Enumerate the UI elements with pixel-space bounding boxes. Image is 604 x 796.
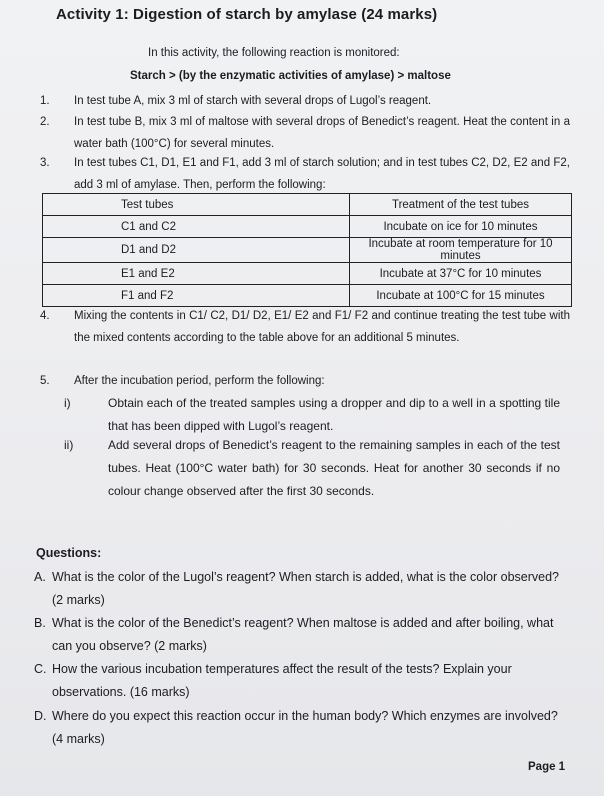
table-cell: F1 and F2 [43, 285, 350, 307]
step-2 [40, 111, 570, 155]
question-d [34, 705, 564, 751]
question-letter: A. [34, 570, 46, 584]
step-text: Mixing the contents in C1/ C2, D1/ D2, E1/ E2 and F1/ F2 and continue treating the test tube with the mixed contents according to the table above for an additional 5 minutes. [74, 310, 570, 344]
step-number: 3. [40, 157, 50, 169]
step-number: 4. [40, 310, 50, 322]
question-text: How the various incubation temperatures affect the result of the tests? Explain your observations. (16 marks) [52, 662, 512, 699]
intro-line: In this activity, the following reaction is monitored: [148, 47, 400, 59]
step-number: 1. [40, 95, 50, 107]
substep-i [40, 392, 560, 438]
table-header: Test tubes [43, 194, 350, 216]
substep-number: ii) [64, 438, 74, 452]
step-text: In test tube A, mix 3 ml of starch with several drops of Lugol’s reagent. [74, 95, 432, 107]
step-text: In test tube B, mix 3 ml of maltose with several drops of Benedict’s reagent. Heat the content in a water bath (100°C) for several minutes. [74, 116, 570, 150]
question-b [34, 612, 564, 658]
reaction-equation: Starch > (by the enzymatic activities of amylase) > maltose [130, 70, 451, 82]
step-3 [40, 152, 570, 196]
table-cell: Incubate on ice for 10 minutes [350, 216, 572, 238]
step-text: In test tubes C1, D1, E1 and F1, add 3 ml of starch solution; and in test tubes C2, D2, E2 and F2, add 3 ml of amylase. Then, perform the following: [74, 157, 570, 191]
question-a [34, 566, 564, 612]
question-text: What is the color of the Benedict’s reagent? When maltose is added and after boiling, what can you observe? (2 marks) [52, 616, 554, 653]
question-text: What is the color of the Lugol’s reagent? When starch is added, what is the color observed? (2 marks) [52, 570, 560, 607]
table-cell: D1 and D2 [43, 238, 350, 263]
table-header-row [43, 194, 572, 216]
question-letter: D. [34, 709, 47, 723]
table-header: Treatment of the test tubes [350, 194, 572, 216]
substep-ii [40, 434, 560, 526]
question-letter: C. [34, 662, 47, 676]
table-cell: C1 and C2 [43, 216, 350, 238]
question-letter: B. [34, 616, 46, 630]
step-number: 5. [40, 375, 50, 387]
table-row [43, 238, 572, 263]
step-1 [40, 90, 570, 112]
substep-text: Obtain each of the treated samples using a dropper and dip to a well in a spotting tile that has been dipped with Lugol’s reagent. [108, 396, 560, 433]
questions-heading: Questions: [36, 546, 102, 560]
substep-number: i) [64, 396, 71, 410]
table-cell: Incubate at 100°C for 15 minutes [350, 285, 572, 307]
step-text: After the incubation period, perform the following: [74, 375, 325, 387]
table-row [43, 216, 572, 238]
question-c [34, 658, 564, 704]
page-number: Page 1 [528, 761, 566, 773]
table-cell: E1 and E2 [43, 263, 350, 285]
table-cell: Incubate at room temperature for 10 minutes [350, 238, 572, 263]
table-row [43, 263, 572, 285]
substep-text: Add several drops of Benedict’s reagent to the remaining samples in each of the test tubes. Heat (100°C water bath) for 30 seconds. Heat for another 30 seconds if no colour change observed after the first 30 seconds. [108, 438, 560, 498]
table-row [43, 285, 572, 307]
treatment-table [42, 193, 572, 307]
step-number: 2. [40, 116, 50, 128]
activity-title: Activity 1: Digestion of starch by amylase (24 marks) [56, 6, 438, 23]
question-text: Where do you expect this reaction occur in the human body? Which enzymes are involved? (4 marks) [52, 709, 558, 746]
table-cell: Incubate at 37°C for 10 minutes [350, 263, 572, 285]
step-5 [40, 370, 570, 392]
step-4 [40, 305, 570, 371]
